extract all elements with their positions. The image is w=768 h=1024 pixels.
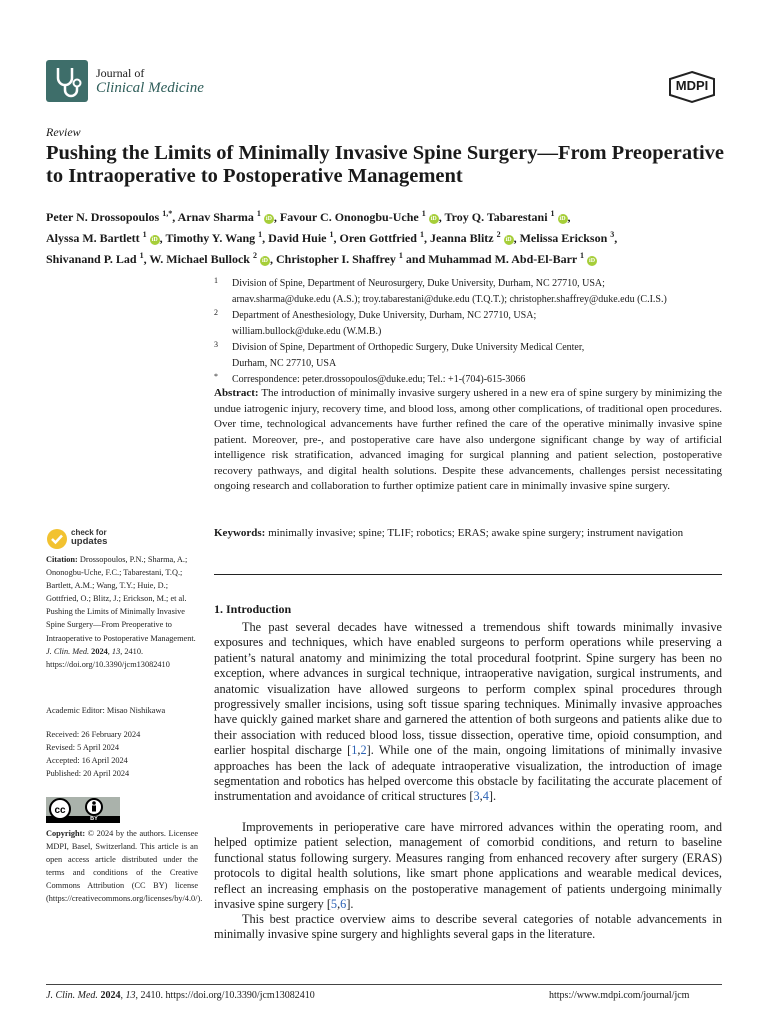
citation-block: Citation: Drossopoulos, P.N.; Sharma, A.; Ononogbu-Uche, F.C.; Tabarestani, T.Q.; Bartlett, A.M.; Wang, T.Y.; Huie, D.; Gottfried, O.; Blitz, J.; Erickson, M.; et al. Pushing the Limits of Minimally Invasive Spine Surgery—From Preoperative to Intraoperative to Postoperative Management. J. Clin. Med. 2024, 13, 2410. https://doi.org/10.3390/jcm13082410: [46, 555, 196, 669]
section-heading: 1. Introduction: [214, 602, 292, 616]
cc-by-label: BY: [90, 816, 98, 822]
author-affiliation: 1: [142, 230, 147, 239]
affiliation-item: [214, 308, 724, 340]
author-separator: ,: [159, 231, 166, 245]
footer-year: 2024: [100, 990, 121, 1001]
author: [428, 252, 597, 266]
author-list: [46, 205, 726, 268]
author-affiliation: 2: [496, 230, 501, 239]
journal-name: Clinical Medicine: [96, 80, 204, 96]
author-name: Muhammad M. Abd-El-Barr: [428, 252, 578, 266]
check-updates-icon: [46, 528, 68, 550]
author-affiliation: 1: [258, 230, 263, 239]
footer-divider: [46, 984, 722, 985]
p1-text-c: ].: [488, 789, 497, 804]
orcid-icon[interactable]: iD: [261, 258, 268, 264]
author-affiliation: 2: [252, 251, 257, 260]
author: [445, 210, 571, 224]
author-separator: ,: [333, 231, 340, 245]
p1-text-a: The past several decades have witnessed a tremendous shift towards minimally invasive exposures and techniques, which have enabled surgeons to perform operations while preserving a patient’s natural anatomy and minimizing the total procedural footprint. Spine surgery has been no exception, where advances in surgical technique, intraoperative navigation, surgical instruments, and anatomic visualization have allowed surgeons to perform complex spinal procedures through progressively smaller incisions, using soft tissue sparing techniques. Minimally invasive approaches have quickly gained market share and garnered the attention of both surgeons and patients alike due to their association with reduced blood loss, tissue dissection, operative time, opioid consumption, and earlier hospital discharge [: [214, 620, 722, 758]
p1-text-b: ]. While one of the main, ongoing limitations of minimally invasive approaches has been the lack of adequate intraoperative visualization, the introduction of image segmentation and robotics has helped overcome this obstacle by facilitating the accurate placement of instrumentation and avoidance of critical structures [: [214, 743, 722, 804]
author: [46, 252, 149, 266]
academic-editor: Academic Editor: Misao Nishikawa: [46, 706, 166, 715]
author: [276, 252, 428, 266]
author-separator: ,: [614, 231, 618, 245]
check-for-updates-button[interactable]: [46, 528, 68, 550]
author-name: W. Michael Bullock: [149, 252, 250, 266]
affiliation-line: Division of Spine, Department of Neurosurgery, Duke University, Durham, NC 27710, USA;: [232, 278, 605, 289]
author-separator: ,: [143, 252, 150, 266]
intro-paragraph-2: [214, 820, 722, 912]
keywords-text: minimally invasive; spine; TLIF; robotics; ERAS; awake spine surgery; instrument navigation: [268, 527, 684, 539]
author-name: Alyssa M. Bartlett: [46, 231, 140, 245]
stethoscope-icon: [46, 60, 88, 102]
corresponding-mark: *: [168, 209, 173, 218]
author-name: Troy Q. Tabarestani: [444, 210, 548, 224]
journal-logo: [46, 60, 88, 102]
published-date: Published: 20 April 2024: [46, 769, 130, 778]
author-name: Peter N. Drossopoulos: [46, 210, 160, 224]
author: [178, 210, 280, 224]
affiliation-line: arnav.sharma@duke.edu (A.S.); troy.tabarestani@duke.edu (T.Q.T.); christopher.shaffrey@duke.edu (C.I.S.): [232, 294, 667, 305]
affiliations: [214, 276, 724, 388]
footer-doi[interactable]: , 2410. https://doi.org/10.3390/jcm13082410: [135, 990, 315, 1001]
divider: [214, 574, 722, 575]
footer-volume: 13: [125, 990, 136, 1001]
affiliation-line: Durham, NC 27710, USA: [232, 358, 337, 369]
orcid-icon[interactable]: iD: [151, 237, 158, 243]
author-separator: ,: [273, 210, 280, 224]
author-affiliation: 3: [610, 230, 615, 239]
author: [149, 252, 276, 266]
author-name: Favour C. Ononogbu-Uche: [279, 210, 419, 224]
author-separator: ,: [269, 252, 276, 266]
affiliation-item: [214, 276, 724, 308]
keywords: [214, 526, 722, 542]
copyright-notice: [46, 827, 203, 906]
affiliation-line: william.bullock@duke.edu (W.M.B.): [232, 326, 382, 337]
author-affiliation: 1: [139, 251, 144, 260]
citation-link[interactable]: 4: [482, 789, 489, 804]
citation-journal: J. Clin. Med.: [46, 646, 90, 656]
author-affiliation: 1: [419, 230, 424, 239]
author: [430, 231, 520, 245]
check-for-updates-label[interactable]: [71, 528, 107, 546]
p2-text-a: Improvements in perioperative care have mirrored advances within the operating room, and helped optimize patient selection, management of comorbid conditions, and return to baseline functional status following surgery. Measures ranging from enhanced recovery after surgery (ERAS) protocols to digital health solutions, like smart phone applications and wearable medical devices, reflect an increasing emphasis on the postoperative management of patients undergoing minimally invasive spine surgery [: [214, 820, 722, 912]
citation-separator: ,: [337, 897, 341, 912]
author-name: Timothy Y. Wang: [165, 231, 256, 245]
author-name: David Huie: [268, 231, 327, 245]
affiliation-line: Division of Spine, Department of Orthopedic Surgery, Duke University Medical Center,: [232, 342, 585, 353]
author-name: Melissa Erickson: [519, 231, 608, 245]
updates-label: updates: [71, 536, 108, 547]
article-title: Pushing the Limits of Minimally Invasive Spine Surgery—From Preoperative to Intraoperative to Postoperative Management: [46, 142, 725, 187]
author-separator: and: [402, 252, 429, 266]
citation-volume: 13: [111, 646, 121, 656]
citation-doi[interactable]: , 2410. https://doi.org/10.3390/jcm13082410: [46, 646, 170, 669]
affiliation-line: Department of Anesthesiology, Duke University, Durham, NC 27710, USA;: [232, 310, 537, 321]
footer-citation: J. Clin. Med. 2024, 13, 2410. https://doi.org/10.3390/jcm13082410: [46, 990, 315, 1001]
orcid-icon[interactable]: iD: [559, 216, 566, 222]
author-name: Oren Gottfried: [339, 231, 417, 245]
author: [165, 231, 268, 245]
check-for-label: check for: [71, 528, 107, 537]
abstract-label: Abstract:: [214, 387, 259, 399]
citation-year: 2024: [91, 646, 108, 656]
mdpi-text: MDPI: [675, 78, 709, 93]
footer-journal-url[interactable]: https://www.mdpi.com/journal/jcm: [549, 990, 690, 1001]
affiliation-number: 3: [214, 340, 218, 349]
citation-separator: ,: [479, 789, 483, 804]
author: [340, 231, 430, 245]
author-affiliation: 1: [256, 209, 261, 218]
author-separator: ,: [513, 231, 520, 245]
author: [46, 231, 165, 245]
cc-by-badge[interactable]: [46, 797, 120, 823]
citation-link[interactable]: 1: [351, 743, 358, 758]
article-type: Review: [46, 125, 81, 139]
affiliation-item: [214, 340, 724, 372]
author-separator: ,: [438, 210, 445, 224]
citation-text: Drossopoulos, P.N.; Sharma, A.; Ononogbu-Uche, F.C.; Tabarestani, T.Q.; Bartlett, A.M.; Wang, T.Y.; Huie, D.; Gottfried, O.; Blitz, J.; Erickson, M.; et al. Pushing the Limits of Minimally Invasive Spine Surgery—From Preoperative to Intraoperative to Postoperative Management.: [46, 555, 196, 643]
citation-label: Citation:: [46, 555, 78, 564]
journal-of-label: Journal of: [96, 66, 145, 80]
author-name: Arnav Sharma: [177, 210, 254, 224]
orcid-icon[interactable]: iD: [505, 237, 512, 243]
abstract: [214, 386, 722, 495]
citation-link[interactable]: 5: [330, 897, 338, 912]
p2-text-b: ].: [346, 897, 354, 912]
citation-link[interactable]: 2: [360, 743, 367, 758]
affiliation-number: 1: [214, 276, 218, 285]
orcid-icon[interactable]: iD: [265, 216, 272, 222]
cc-by-icon: [46, 797, 120, 823]
affiliation-number: 2: [214, 308, 218, 317]
orcid-icon[interactable]: iD: [430, 216, 437, 222]
received-date: Received: 26 February 2024: [46, 730, 141, 739]
author: [268, 231, 339, 245]
keywords-label: Keywords:: [214, 527, 266, 539]
author-name: Christopher I. Shaffrey: [275, 252, 396, 266]
author: [520, 231, 618, 245]
author-affiliation: 1,: [162, 209, 169, 218]
author-affiliation: 1: [329, 230, 334, 239]
affiliation-line: Correspondence: peter.drossopoulos@duke.edu; Tel.: +1-(704)-615-3066: [232, 374, 526, 385]
citation-link[interactable]: 6: [340, 897, 347, 912]
intro-paragraph-1: [214, 620, 722, 805]
accepted-date: Accepted: 16 April 2024: [46, 756, 128, 765]
author-separator: ,: [172, 210, 178, 224]
author-affiliation: 1: [398, 251, 403, 260]
author-name: Shivanand P. Lad: [46, 252, 137, 266]
footer-journal: J. Clin. Med.: [46, 990, 98, 1001]
author-separator: ,: [423, 231, 430, 245]
author-separator: ,: [567, 210, 571, 224]
orcid-icon[interactable]: iD: [589, 258, 596, 264]
copyright-text: © 2024 by the authors. Licensee MDPI, Basel, Switzerland. This article is an open access article distributed under the terms and conditions of the Creative Commons Attribution (CC BY) license (https://creativecommons.org/licenses/by/4.0/).: [46, 829, 203, 904]
author-affiliation: 1: [580, 251, 585, 260]
author-affiliation: 1: [421, 209, 426, 218]
citation-separator: ,: [357, 743, 361, 758]
revised-date: Revised: 5 April 2024: [46, 743, 120, 752]
citation-link[interactable]: 3: [473, 789, 480, 804]
intro-paragraph-3: This best practice overview aims to describe several categories of notable advancements in minimally invasive spine surgery and highlights several gaps in the literature.: [214, 912, 722, 942]
author-affiliation: 1: [550, 209, 555, 218]
copyright-label: Copyright:: [46, 829, 86, 838]
mdpi-logo[interactable]: [666, 70, 718, 104]
author: [280, 210, 445, 224]
abstract-text: The introduction of minimally invasive surgery ushered in a new era of spine surgery by minimizing the undue iatrogenic injury, recovery time, and blood loss, among other complications, of traditional open procedures. Over time, technological advancements have further refined the care of the operative minimally invasive spine patient. Moreover, pre-, and postoperative care have also undergone significant change by way of artificial intelligence risk stratification, advanced imaging for surgical planning and patient selection, postoperative recovery pathways, and digital health solutions. Despite these advancements, challenges persist necessitating ongoing research and collaboration to further optimize patient care in minimally invasive spine surgery.: [214, 387, 722, 492]
author: [46, 210, 178, 224]
author-separator: ,: [262, 231, 269, 245]
affiliation-number: *: [214, 372, 218, 381]
author-name: Jeanna Blitz: [429, 231, 494, 245]
svg-text:cc: cc: [54, 805, 66, 816]
